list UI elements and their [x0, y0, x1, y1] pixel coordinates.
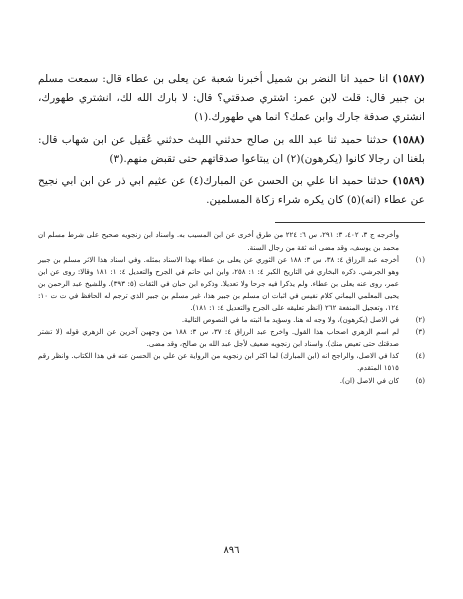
footnote-divider — [275, 222, 425, 223]
footnote — [38, 254, 425, 314]
footnote-number: (٥) — [415, 375, 425, 385]
footnote — [38, 375, 425, 387]
footnote-number: (٣) — [415, 327, 425, 337]
footnote-text: كذا في الاصل، والراجح انه (ابن المبارك) لما اكثر ابن زنجويه من الرواية عن علي بن الحسن عنه في هذا الكتاب. وانظر رقم ١٥١٥ المتقدم. — [38, 351, 399, 373]
footnote — [38, 229, 425, 253]
document-page — [38, 70, 425, 599]
footnote — [38, 314, 425, 326]
footnote-text: وأخرجه ج ٣، ٤٠٢، ٣: ٢٩١، س ٦: ٢٢٤ من طرق أخرى عن ابن المسيب به. واسناد ابن زنجويه صحيح على شرط مسلم ان محمد بن يوسف، وقد مضى انه ثقة من رجال السنة. — [38, 230, 399, 252]
main-text — [38, 70, 425, 210]
hadith-number: (١٥٨٨) — [392, 133, 425, 146]
footnote-text: أخرجه عبد الرزاق ٤: ٣٨، س ٣: ١٨٨ عن الثوري عن يعلى بن عطاء بهذا الاسناد بمثله. وفي اسناد هذا الاثر مسلم بن جبير وهو الجرشي. ذكره البخاري في التاريخ الكبر ٤: ١: ٢٥٨، وابن ابي حاتم في الجرح والتعديل ٤: ١: ١٨١ وقالا: روى عن ابن عمر، روى عنه يعلى بن عطاء. ولم يذكرا فيه جرحا ولا تعديلا. وذكره ابن حبان في الثقات (٥: ٣٩٣). وللشيخ عبد الرحمن بن يحيى المعلمي اليماني كلام نفيس في اثبات ان مسلم بن جبير هذا، غير مسلم بن جبير الذي ترجم له الحافظ في ت ت ١٠: ١٢٤، وتعجيل المنفعة ٢٦٢ (انظر تعليقه على الجرح والتعديل ٤: ١: ١٨١). — [38, 254, 399, 312]
hadith-number: (١٥٨٧) — [392, 73, 425, 85]
footnote-text: في الاصل (يكرهون)، ولا وجه له هنا. وسؤيد ما اثبته ما في النصوص التالية. — [181, 315, 399, 325]
hadith-paragraph — [38, 131, 425, 169]
hadith-text: حدثنا حميد ثنا عبد الله بن صالح حدثني الليث حدثني عُقيل عن ابن شهاب قال: بلغنا ان رجالا كانوا (يكرهون)(٢) ان يبتاعوا صدقاتهم حتى تقبض منهم.(٣) — [38, 133, 425, 165]
hadith-text: انا حميد انا النضر بن شميل أخبرنا شعبة عن يعلى بن عطاء قال: سمعت مسلم بن جبير قال: قلت لابن عمر: اشتري صدقتي؟ قال: لا بارك الله لك، انشتري طهورك، انشتري صدقة جارك وابن عمك؟ انما هي طهورك.(١) — [38, 73, 425, 124]
footnote-text: كان في الاصل (ان). — [339, 375, 399, 385]
hadith-paragraph — [38, 172, 425, 210]
hadith-text: حدثنا حميد انا علي بن الحسن عن المبارك(٤) عن عثيم ابي ذر عن ابن ابي نجيح عن عطاء (انه)(٥) كان يكره شراء زكاة المسلمين. — [38, 175, 425, 207]
footnote-number: (١) — [415, 254, 425, 264]
page-number: ٨٩٦ — [223, 545, 240, 556]
hadith-paragraph — [38, 70, 425, 128]
footnote — [38, 350, 425, 374]
hadith-number: (١٥٨٩) — [392, 175, 425, 188]
footnote — [38, 326, 425, 350]
footnote-number: (٤) — [415, 351, 425, 361]
footnote-text: لم اسم الزهري اصحاب هذا القول. واخرج عبد الرزاق ٤: ٣٧، س ٣: ١٨٨ من وجهين آخرين عن الزهري قوله (لا تشتر صدقتك حتى تعيض منك). واسناد ابن زنجويه ضعيف لأجل عبد الله بن صالح، وقد مضى. — [38, 327, 399, 349]
footnotes — [38, 229, 425, 386]
footnote-number: (٢) — [415, 315, 425, 325]
